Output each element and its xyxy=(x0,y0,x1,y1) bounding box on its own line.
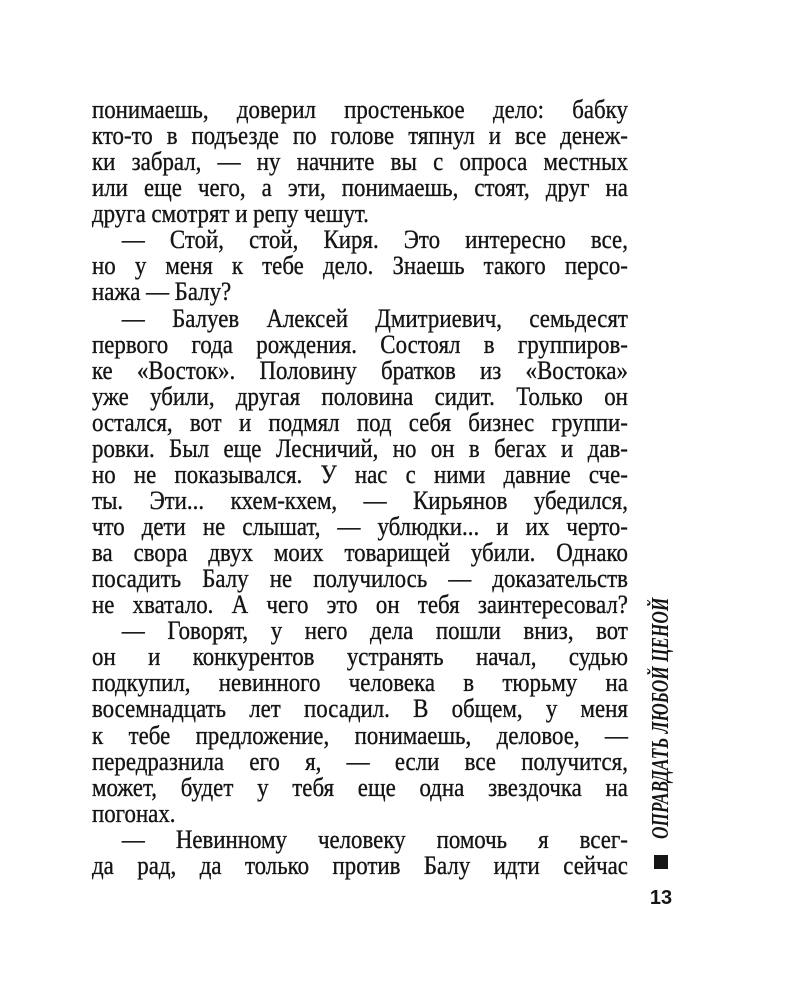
text-line: ва свора двух моих товарищей убили. Однако xyxy=(92,538,628,568)
paragraph xyxy=(92,97,628,227)
text-line: не хватало. А чего это он тебя заинтересовал? xyxy=(92,590,628,620)
text-line: или еще чего, а эти, понимаешь, стоят, друг на xyxy=(92,173,628,203)
text-line: уже убили, другая половина сидит. Только он xyxy=(92,381,628,411)
text-line: первого года рождения. Состоял в группиров- xyxy=(92,329,628,359)
running-title: ОПРАВДАТЬ ЛЮБОЙ ЦЕНОЙ xyxy=(648,597,674,839)
paragraph xyxy=(92,824,628,880)
paragraph xyxy=(92,303,628,620)
text-line: кто-то в подъезде по голове тяпнул и все денеж- xyxy=(92,121,628,151)
text-line: остался, вот и подмял под себя бизнес группи- xyxy=(92,407,628,437)
text-line: ки забрал, — ну начните вы с опроса местных xyxy=(92,147,628,177)
text-line: — Невинному человеку помочь я всег- xyxy=(121,824,628,854)
paragraph xyxy=(92,618,628,827)
body-text xyxy=(92,97,628,879)
text-line: что дети не слышат, — ублюдки... и их черто- xyxy=(92,512,628,541)
text-line: ке «Восток». Половину братков из «Востока» xyxy=(92,355,628,385)
text-line: нажа — Балу? xyxy=(92,277,232,307)
text-line: — Балуев Алексей Дмитриевич, семьдесят xyxy=(121,303,628,333)
text-line: ты. Эти... кхем-кхем, — Кирьянов убедился, xyxy=(92,485,628,515)
text-line: подкупил, невинного человека в тюрьму на xyxy=(92,668,628,698)
text-line: восемнадцать лет посадил. В общем, у меня xyxy=(92,694,628,724)
text-line: но не показывался. У нас с ними давние сче- xyxy=(92,459,628,489)
text-line: к тебе предложение, понимаешь, деловое, — xyxy=(92,720,628,750)
text-line: посадить Балу не получилось — доказательств xyxy=(92,564,628,594)
text-line: понимаешь, доверил простенькое дело: бабку xyxy=(92,95,628,124)
page-number: 13 xyxy=(649,887,673,909)
text-line: — Стой, стой, Киря. Это интересно все, xyxy=(121,225,628,255)
text-line: друга смотрят и репу чешут. xyxy=(92,199,369,229)
paragraph xyxy=(92,227,628,305)
text-line: может, будет у тебя еще одна звездочка на xyxy=(92,772,628,802)
text-line: да рад, да только против Балу идти сейчас xyxy=(92,850,628,880)
text-line: погонах. xyxy=(92,798,176,828)
text-line: — Говорят, у него дела пошли вниз, вот xyxy=(121,616,628,646)
text-line: передразнила его я, — если все получится, xyxy=(92,746,628,776)
text-line: он и конкурентов устранять начал, судью xyxy=(92,642,628,672)
text-line: но у меня к тебе дело. Знаешь такого персо- xyxy=(92,251,628,281)
text-line: ровки. Был еще Лесничий, но он в бегах и дав- xyxy=(92,433,628,463)
section-marker xyxy=(654,855,668,869)
